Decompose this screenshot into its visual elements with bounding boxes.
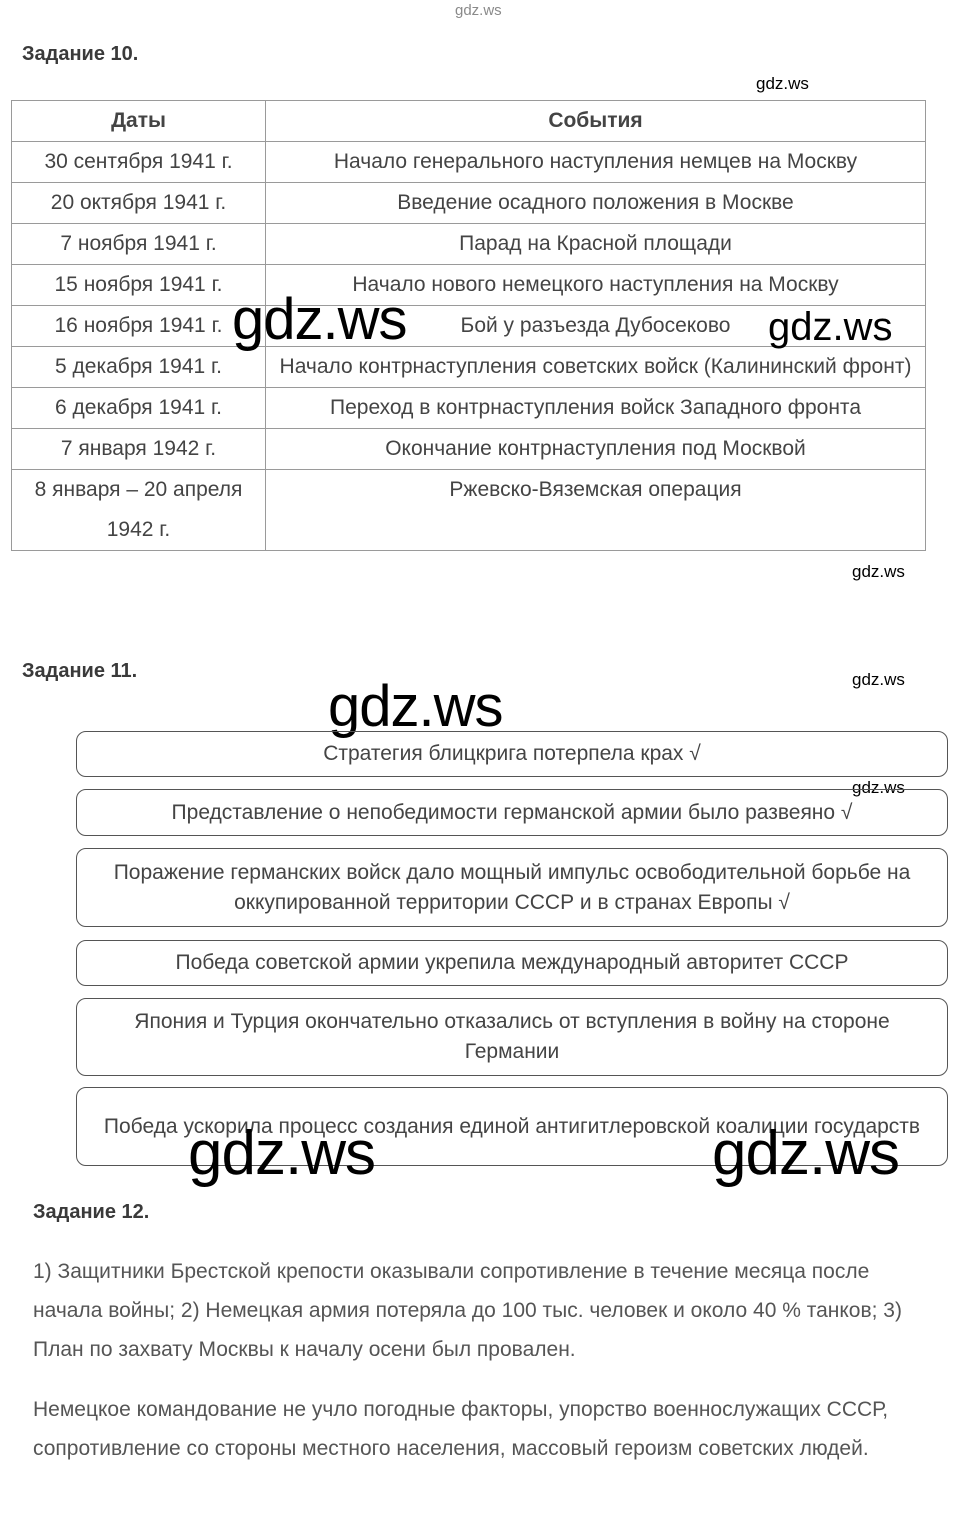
event-cell: Начало контрнаступления советских войск (Калининский фронт) [266,347,926,388]
answer-paragraph: Немецкое командование не учло погодные факторы, упорство военнослужащих СССР, сопротивление со стороны местного населения, массовый героизм советских людей. [33,1398,889,1460]
event-cell: Начало нового немецкого наступления на Москву [266,265,926,306]
watermark: gdz.ws [768,305,893,349]
date-cell: 16 ноября 1941 г. [12,306,266,347]
event-cell: Окончание контрнаступления под Москвой [266,429,926,470]
event-cell: Ржевско-Вяземская операция [266,470,926,551]
date-cell: 6 декабря 1941 г. [12,388,266,429]
task11-title: Задание 11. [22,660,138,682]
date-cell: 5 декабря 1941 г. [12,347,266,388]
table-row [12,224,926,265]
event-cell: Введение осадного положения в Москве [266,183,926,224]
column-header-dates: Даты [12,101,266,142]
event-cell: Парад на Красной площади [266,224,926,265]
consequence-item: Победа ускорила процесс создания единой антигитлеровской коалиции государств [76,1087,948,1166]
date-cell: 30 сентября 1941 г. [12,142,266,183]
consequence-item: Стратегия блицкрига потерпела крах √ [76,731,948,777]
watermark: gdz.ws [188,1119,375,1188]
date-cell: 20 октября 1941 г. [12,183,266,224]
table-header-row [12,101,926,142]
date-cell: 8 января – 20 апреля 1942 г. [12,470,266,551]
watermark: gdz.ws [852,778,905,797]
table-row [12,429,926,470]
date-cell: 15 ноября 1941 г. [12,265,266,306]
table-row [12,470,926,551]
answer-paragraph: 1) Защитники Брестской крепости оказывали сопротивление в течение месяца после начала войны; 2) Немецкая армия потеряла до 100 тыс. человек и около 40 % танков; 3) План по захвату Москвы к началу осени был провален. [33,1260,902,1361]
consequence-item: Поражение германских войск дало мощный импульс освободительной борьбе на оккупированной территории СССР и в странах Европы √ [76,848,948,927]
watermark: gdz.ws [328,674,503,739]
consequence-item: Представление о непобедимости германской армии было развеяно √ [76,789,948,836]
table-row [12,347,926,388]
watermark: gdz.ws [232,287,407,352]
event-cell: Бой у разъезда Дубосеково [266,306,926,347]
event-cell: Переход в контрнаступления войск Западного фронта [266,388,926,429]
watermark: gdz.ws [852,562,905,581]
event-cell: Начало генерального наступления немцев на Москву [266,142,926,183]
table-row [12,388,926,429]
consequence-item: Япония и Турция окончательно отказались от вступления в войну на стороне Германии [76,998,948,1076]
watermark: gdz.ws [756,74,809,93]
task12-title: Задание 12. [33,1201,150,1223]
date-cell: 7 ноября 1941 г. [12,224,266,265]
column-header-events: События [266,101,926,142]
task10-title: Задание 10. [22,43,139,65]
watermark-top: gdz.ws [455,2,502,19]
table-row [12,142,926,183]
date-cell: 7 января 1942 г. [12,429,266,470]
table-row [12,183,926,224]
watermark: gdz.ws [852,670,905,689]
table-row [12,265,926,306]
consequence-item: Победа советской армии укрепила международный авторитет СССР [76,940,948,986]
watermark: gdz.ws [712,1119,899,1188]
